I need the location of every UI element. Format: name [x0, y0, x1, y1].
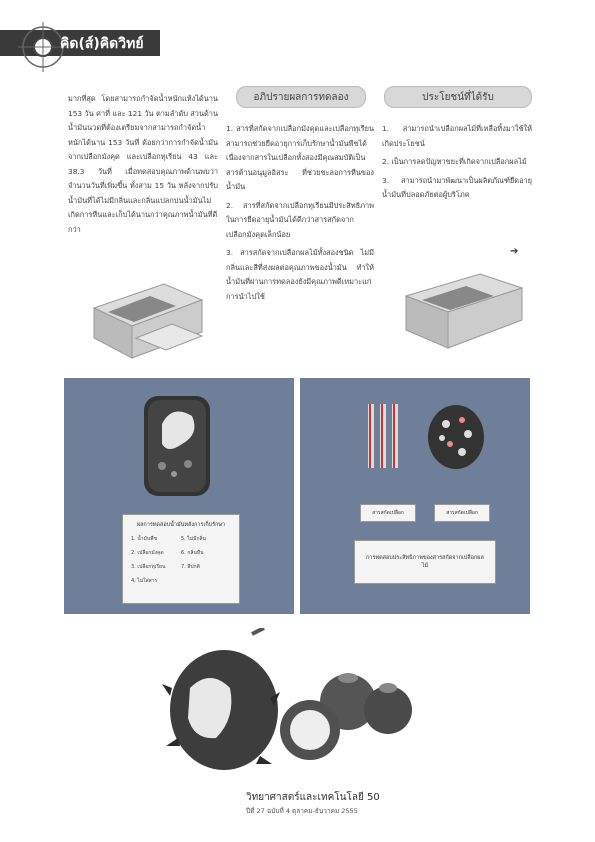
label-item: 4. ไม่ใส่สาร — [131, 578, 158, 584]
round-model-image — [426, 404, 486, 470]
magazine-title: วิทยาศาสตร์และเทคโนโลยี 50 — [246, 792, 380, 803]
section-heading-benefits: ประโยชน์ที่ได้รับ — [384, 86, 532, 108]
photo-left-model — [64, 378, 294, 614]
body-paragraph: มากที่สุด โดยสามารถกำจัดน้ำหนักแห้งได้นาน 153 วัน ค่าที่ และ 121 วัน ตามลำดับ ส่วนด้านน้ำมันนวดที่ต้องเตรียมจากสามารถกำจัดน้ำหนักได้นาน 153 วันที่ ด้อยกว่าการกำจัดน้ำมันจากเปลือกมังคุด และเปลือกทุเรียน 43 และ 38.3 วันที่ เมื่อทดสอบคุณภาพด้านพบว่าจำนวนวันที่เพิ่มขึ้น ทั้งสาม 15 วัน หลังจากปรับน้ำมันที่ได้ไม่มีกลิ่นและกลิ่นแปลกปนน้ำมันไม่เกิดการหืนและเก็บได้นานกว่าคุณภาพน้ำมันที่ดีกว่า — [68, 94, 218, 234]
striped-model-image — [364, 400, 406, 472]
column-1 — [68, 92, 218, 237]
label-card-list — [123, 531, 239, 589]
arrow-right-icon: ➔ — [510, 246, 519, 257]
cell-model-image — [142, 394, 212, 498]
discussion-point-1: 1. สารที่สกัดจากเปลือกมังคุดและเปลือกทุเรียน สามารถช่วยยืดอายุการเก็บรักษาน้ำมันพืชได้ เนื่องจากสารในเปลือกทั้งสองมีคุณสมบัติเป็นสารต้านอนุมูลอิสระ ที่ช่วยชะลอการหืนของน้ำมัน — [226, 124, 374, 191]
label-tag-2: สารสกัดเปลือก — [434, 504, 490, 522]
label-card-right: การทดสอบประสิทธิภาพของสารสกัดจากเปลือกผลไม้ — [354, 540, 496, 584]
label-item: 6. กลิ่นหืน — [181, 550, 204, 556]
label-item: 5. ไม่มีกลิ่น — [181, 536, 206, 542]
mangosteen-image — [278, 664, 412, 762]
product-box-image-left — [84, 278, 206, 366]
label-item: 1. น้ำมันพืช — [131, 536, 157, 542]
label-tag-1: สารสกัดเปลือก — [360, 504, 416, 522]
label-card-left — [122, 514, 240, 604]
durian-image — [160, 628, 280, 774]
label-item: 7. สีปกติ — [181, 564, 200, 570]
label-card-title: ผลการทดสอบน้ำมันหลังการเก็บรักษา — [136, 522, 226, 528]
label-item: 3. เปลือกทุเรียน — [131, 564, 166, 570]
product-box-image-right — [400, 270, 526, 354]
label-item: 2. เปลือกมังคุด — [131, 550, 164, 556]
benefit-point-2: 2. เป็นการลดปัญหาขยะที่เกิดจากเปลือกผลไม้ — [382, 157, 527, 166]
discussion-point-3: 3. สารสกัดจากเปลือกผลไม้ทั้งสองชนิด ไม่มีกลิ่นและสีที่ส่งผลต่อคุณภาพของน้ำมัน ทำให้น้ำมันที่ผ่านการทดลองยังมีคุณภาพดีเหมาะแก่การนำไปใช้ — [226, 248, 374, 301]
column-2 — [226, 122, 374, 304]
section-heading-discussion: อภิปรายผลการทดลอง — [236, 86, 366, 108]
issue-info: ปีที่ 27 ฉบับที่ 4 ตุลาคม-ธันวาคม 2555 — [246, 807, 358, 815]
photo-right-model — [300, 378, 530, 614]
benefit-point-1: 1. สามารถนำเปลือกผลไม้ที่เหลือทิ้งมาใช้ให้เกิดประโยชน์ — [382, 124, 532, 148]
discussion-point-2: 2. สารที่สกัดจากเปลือกทุเรียนมีประสิทธิภาพในการยืดอายุน้ำมันได้ดีกว่าสารสกัดจากเปลือกมังคุดเล็กน้อย — [226, 200, 374, 239]
column-3 — [382, 122, 532, 203]
benefit-point-3: 3. สามารถนำมาพัฒนาเป็นผลิตภัณฑ์ยืดอายุน้ำมันที่ปลอดภัยต่อผู้บริโภค — [382, 175, 532, 199]
page-header-title: คิด(ส์)คิดวิทย์ — [60, 36, 144, 52]
